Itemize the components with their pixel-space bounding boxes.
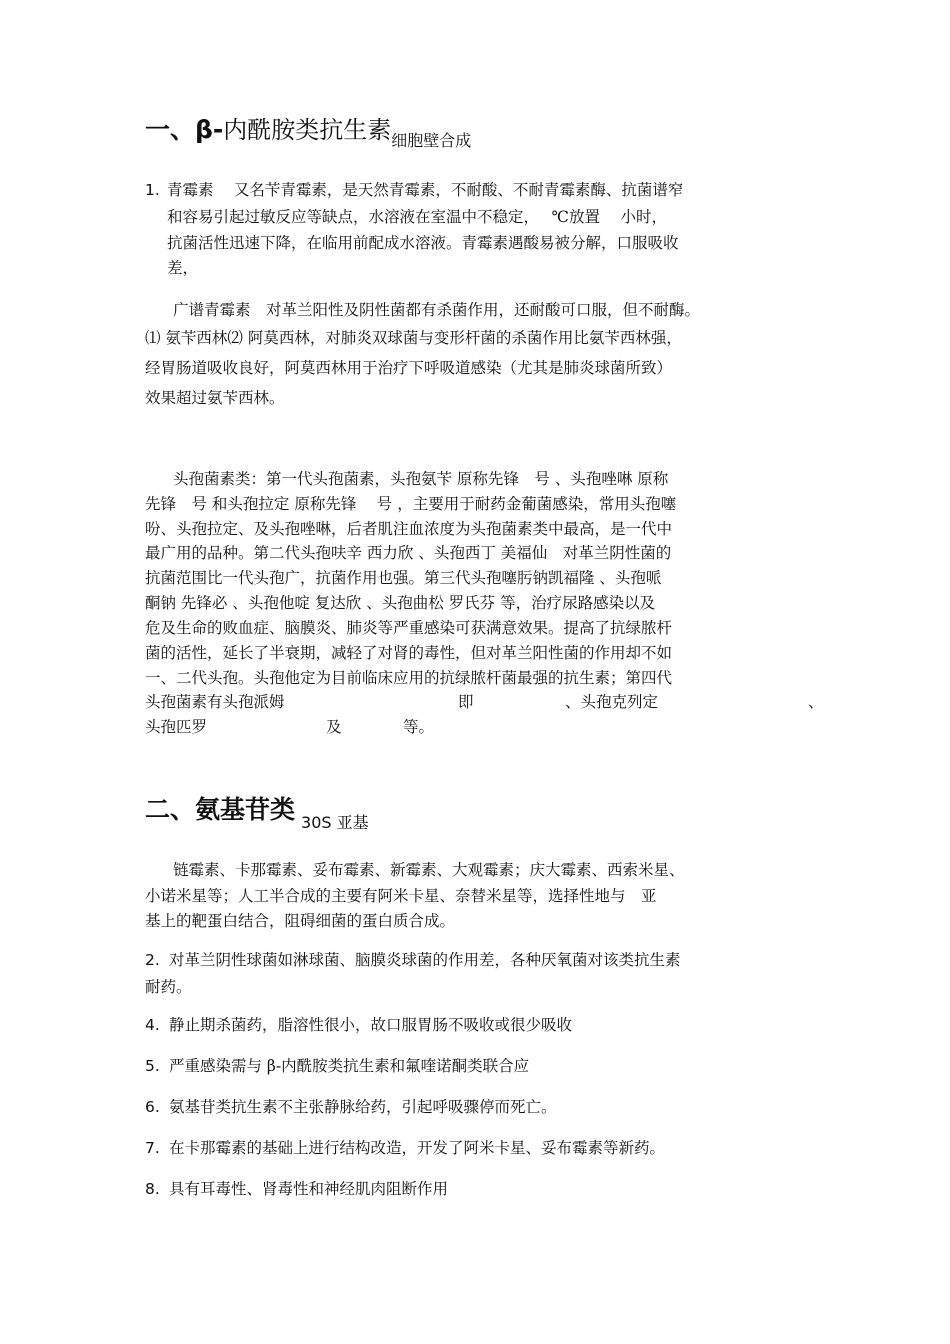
item-number: 8. xyxy=(145,1180,160,1198)
text-line: 先锋 号 和头孢拉定 原称先锋 号 ，主要用于耐药金葡菌感染，常用头孢噻 xyxy=(145,495,677,513)
text-line: 吩、头孢拉定、及头孢唑啉，后者肌注血浓度为头孢菌素类中最高，是一代中 xyxy=(145,520,673,538)
text-line: 经胃肠道吸收良好，阿莫西林用于治疗下呼吸道感染（尤其是肺炎球菌所致） xyxy=(145,359,673,377)
text-fragment: 、 xyxy=(808,693,824,711)
text-line: 危及生命的败血症、脑膜炎、肺炎等严重感染可获满意效果。提高了抗绿脓杆 xyxy=(145,619,673,637)
text-line: 差， xyxy=(167,259,199,277)
text-line: 效果超过氨苄西林。 xyxy=(145,389,285,407)
text-line: 青霉素 又名苄青霉素，是天然青霉素，不耐酸、不耐青霉素酶、抗菌谱窄 xyxy=(167,181,684,199)
section-1-title-prefix: 一、β- xyxy=(145,115,224,144)
text-line: 耐药。 xyxy=(145,978,192,996)
text-line: 和容易引起过敏反应等缺点，水溶液在室温中不稳定， ℃放置 小时， xyxy=(167,208,667,226)
item-number: 4. xyxy=(145,1016,160,1034)
text-line: 对革兰阴性球菌如淋球菌、脑膜炎球菌的作用差，各种厌氧菌对该类抗生素 xyxy=(169,951,681,969)
text-line: 在卡那霉素的基础上进行结构改造，开发了阿米卡星、妥布霉素等新药。 xyxy=(169,1139,666,1157)
text-line: 酮钠 先锋必 、头孢他啶 复达欣 、头孢曲松 罗氏芬 等，治疗尿路感染以及 xyxy=(145,594,656,612)
text-line: 严重感染需与 β-内酰胺类抗生素和氟喹诺酮类联合应 xyxy=(169,1057,530,1075)
text-line: 菌的活性，延长了半衰期，减轻了对肾的毒性，但对革兰阳性菌的作用却不如 xyxy=(145,644,673,662)
text-fragment: 及 xyxy=(326,718,342,736)
text-fragment: 即 xyxy=(458,693,474,711)
text-line: 小诺米星等；人工半合成的主要有阿米卡星、奈替米星等，选择性地与 亚 xyxy=(145,887,657,905)
item-number: 6. xyxy=(145,1098,160,1116)
text-line: ⑴ 氨苄西林⑵ 阿莫西林，对肺炎双球菌与变形杆菌的杀菌作用比氨苄西林强， xyxy=(145,329,682,347)
section-1-title: 内酰胺类抗生素 xyxy=(223,116,392,144)
text-line: 抗菌活性迅速下降，在临用前配成水溶液。青霉素遇酸易被分解，口服吸收 xyxy=(167,234,679,252)
section-2-heading xyxy=(145,790,369,832)
item-number: 1. xyxy=(145,181,160,199)
text-line: 静止期杀菌药，脂溶性很小，故口服胃肠不吸收或很少吸收 xyxy=(169,1016,573,1034)
item-number: 7. xyxy=(145,1139,160,1157)
text-line: 头孢匹罗 xyxy=(145,718,208,736)
text-line: 头孢菌素有头孢派姆 xyxy=(145,693,285,711)
section-2-subtitle: 30S 亚基 xyxy=(301,813,369,832)
text-line: 氨基苷类抗生素不主张静脉给药，引起呼吸骤停而死亡。 xyxy=(169,1098,557,1116)
text-line: 一、二代头孢。头孢他定为目前临床应用的抗绿脓杆菌最强的抗生素；第四代 xyxy=(145,669,673,687)
section-1-heading xyxy=(145,110,472,150)
text-line: 头孢菌素类：第一代头孢菌素，头孢氨苄 原称先锋 号 、头孢唑啉 原称 xyxy=(173,470,669,488)
text-line: 具有耳毒性、肾毒性和神经肌肉阻断作用 xyxy=(169,1180,449,1198)
item-number: 2. xyxy=(145,951,160,969)
text-line: 广谱青霉素 对革兰阳性及阴性菌都有杀菌作用，还耐酸可口服，但不耐酶。 xyxy=(173,301,701,319)
text-line: 链霉素、卡那霉素、妥布霉素、新霉素、大观霉素；庆大霉素、西索米星、 xyxy=(173,861,685,879)
text-line: 抗菌范围比一代头孢广，抗菌作用也强。第三代头孢噻肟钠凯福隆 、头孢哌 xyxy=(145,569,662,587)
text-fragment: 等。 xyxy=(403,718,435,736)
text-line: 基上的靶蛋白结合，阻碍细菌的蛋白质合成。 xyxy=(145,912,456,930)
item-number: 5. xyxy=(145,1057,160,1075)
text-line: 最广用的品种。第二代头孢呋辛 西力欣 、头孢西丁 美福仙 对革兰阴性菌的 xyxy=(145,544,672,562)
section-2-title: 二、氨基苷类 xyxy=(145,795,296,824)
section-1-subtitle: 细胞壁合成 xyxy=(391,131,472,150)
text-fragment: 、头孢克列定 xyxy=(565,693,659,711)
